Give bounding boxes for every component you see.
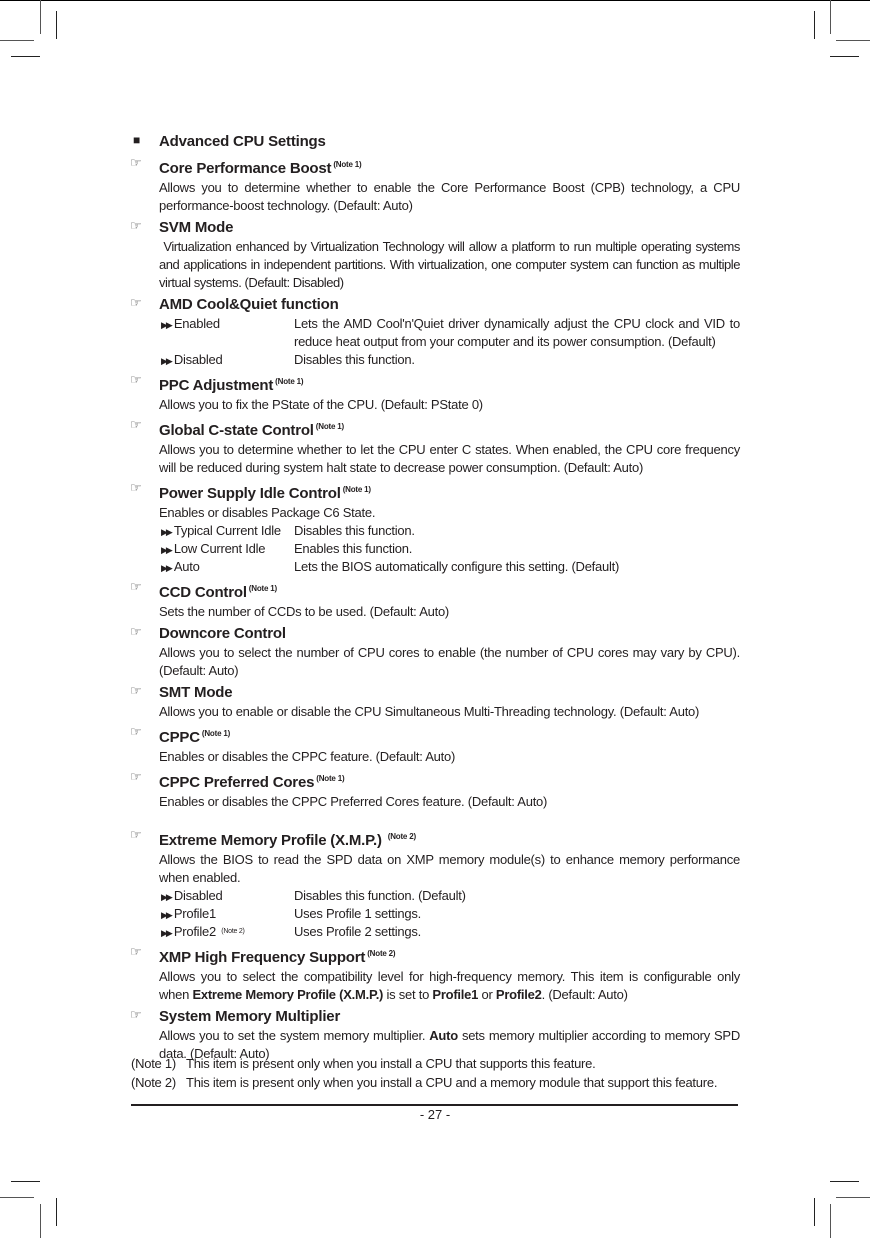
pointing-hand-icon: ☞ [130, 944, 142, 959]
setting-title: System Memory Multiplier [159, 1008, 341, 1025]
desc-text: . (Default: Auto) [541, 987, 628, 1002]
option-description: Enables this function. [294, 541, 413, 556]
setting-description: Enables or disables the CPPC feature. (Default: Auto) [159, 749, 456, 764]
setting-smt-mode [130, 683, 740, 721]
option-name: Auto [173, 559, 200, 574]
option-description: Uses Profile 1 settings. [294, 906, 421, 921]
option-description: Uses Profile 2 settings. [294, 924, 421, 939]
setting-title: CPPC Preferred Cores [159, 774, 315, 791]
setting-title: CCD Control [159, 584, 247, 601]
option-name: Low Current Idle [173, 541, 266, 556]
pointing-hand-icon: ☞ [130, 480, 142, 495]
footnote [131, 1073, 741, 1092]
option-row [159, 905, 740, 923]
desc-bold: Extreme Memory Profile (X.M.P.) [192, 987, 384, 1002]
note-ref: (Note 1) [315, 422, 344, 431]
option-row [159, 558, 740, 576]
setting-title: XMP High Frequency Support [159, 949, 366, 966]
setting-svm-mode [130, 218, 744, 292]
pointing-hand-icon: ☞ [130, 417, 142, 432]
desc-text: sets memory multiplier according to memory SPD data. (Default: Auto) [159, 1028, 740, 1061]
option-row [159, 540, 740, 558]
setting-title: Core Performance Boost [159, 160, 332, 177]
option-name: Enabled [173, 316, 220, 331]
note-ref: (Note 1) [248, 584, 277, 593]
option-description: Disables this function. [294, 523, 415, 538]
setting-amd-cool-quiet [130, 295, 740, 369]
setting-title: PPC Adjustment [159, 377, 274, 394]
note-ref: (Note 2) [221, 928, 245, 935]
setting-title: SMT Mode [159, 684, 233, 701]
pointing-hand-icon: ☞ [130, 579, 142, 594]
note-ref: (Note 2) [367, 949, 396, 958]
footnote [131, 1054, 741, 1073]
double-arrow-icon: ▶▶ [161, 320, 171, 330]
setting-description: Allows you to fix the PState of the CPU. (Default: PState 0) [159, 397, 483, 412]
desc-bold: Profile1 [432, 987, 479, 1002]
setting-description: Allows you to select the number of CPU cores to enable (the number of CPU cores may vary by CPU). (Default: Auto) [159, 645, 740, 678]
setting-title: AMD Cool&Quiet function [159, 296, 339, 313]
setting-xmp-high-frequency-support [130, 944, 740, 1004]
pointing-hand-icon: ☞ [130, 769, 142, 784]
setting-ccd-control [130, 579, 740, 621]
double-arrow-icon: ▶▶ [161, 356, 171, 366]
crop-mark [0, 40, 34, 41]
desc-text: or [478, 987, 496, 1002]
double-arrow-icon: ▶▶ [161, 928, 171, 938]
note-ref: (Note 1) [333, 160, 362, 169]
footnote-text: This item is present only when you install a CPU and a memory module that support this feature. [186, 1075, 718, 1090]
note-ref: (Note 1) [275, 377, 304, 386]
main-content [130, 132, 744, 1063]
note-ref: (Note 1) [316, 774, 345, 783]
double-arrow-icon: ▶▶ [161, 545, 171, 555]
setting-description: Enables or disables Package C6 State. [159, 505, 376, 520]
option-name: Disabled [173, 888, 223, 903]
crop-mark [814, 1198, 815, 1226]
page-number: - 27 - [419, 1107, 451, 1122]
setting-power-supply-idle-control [130, 480, 740, 576]
pointing-hand-icon: ☞ [130, 218, 142, 233]
crop-mark [11, 56, 40, 57]
pointing-hand-icon: ☞ [130, 827, 142, 842]
double-arrow-icon: ▶▶ [161, 892, 171, 902]
crop-mark [40, 0, 41, 34]
option-description: Disables this function. (Default) [294, 888, 466, 903]
setting-title: CPPC [159, 729, 200, 746]
pointing-hand-icon: ☞ [130, 295, 142, 310]
crop-mark [830, 1181, 859, 1182]
option-row [159, 923, 740, 941]
section-header [130, 132, 740, 152]
option-row [159, 887, 740, 905]
option-description: Disables this function. [294, 352, 415, 367]
pointing-hand-icon: ☞ [130, 683, 142, 698]
option-name: Profile1 [173, 906, 216, 921]
setting-title: Global C-state Control [159, 422, 314, 439]
setting-downcore-control [130, 624, 740, 680]
setting-description [159, 968, 740, 1004]
desc-text: Allows you to select the compatibility level for high-frequency memory. This item is configurable only when [159, 969, 740, 1002]
crop-mark [836, 1197, 870, 1198]
pointing-hand-icon: ☞ [130, 155, 142, 170]
setting-title: Power Supply Idle Control [159, 485, 341, 502]
option-description: Lets the BIOS automatically configure this setting. (Default) [294, 559, 620, 574]
double-arrow-icon: ▶▶ [161, 910, 171, 920]
crop-mark [0, 1197, 34, 1198]
option-row [159, 522, 740, 540]
crop-mark [836, 40, 870, 41]
setting-cppc-preferred-cores [130, 769, 740, 811]
note-ref: (Note 1) [201, 729, 231, 738]
footnote-text: This item is present only when you install a CPU that supports this feature. [186, 1056, 596, 1071]
note-ref: (Note 2) [387, 832, 416, 841]
crop-mark [11, 1181, 40, 1182]
pointing-hand-icon: ☞ [130, 372, 142, 387]
note-ref: (Note 1) [342, 485, 371, 494]
setting-description: Virtualization enhanced by Virtualization Technology will allow a platform to run multiple operating systems and applications in independent partitions. With virtualization, one computer system can function as multiple virtual systems. (Default: Disabled) [159, 239, 744, 290]
square-bullet-icon: ■ [133, 133, 141, 147]
option-row [159, 351, 740, 369]
footnotes [131, 1054, 741, 1092]
setting-description: Allows the BIOS to read the SPD data on XMP memory module(s) to enhance memory performance when enabled. [159, 852, 740, 885]
option-name: Profile2 [173, 924, 216, 939]
page-top-border [0, 0, 870, 1]
desc-text: is set to [383, 987, 433, 1002]
option-row [159, 315, 740, 351]
footer-rule [131, 1104, 738, 1106]
footnote-label: (Note 2) [131, 1075, 176, 1090]
setting-title: Downcore Control [159, 625, 286, 642]
double-arrow-icon: ▶▶ [161, 527, 171, 537]
section-title: Advanced CPU Settings [159, 133, 326, 150]
pointing-hand-icon: ☞ [130, 724, 142, 739]
setting-ppc-adjustment [130, 372, 740, 414]
setting-description: Enables or disables the CPPC Preferred Cores feature. (Default: Auto) [159, 794, 548, 809]
crop-mark [830, 56, 859, 57]
crop-mark [814, 11, 815, 39]
setting-description: Allows you to determine whether to let the CPU enter C states. When enabled, the CPU core frequency will be reduced during system halt state to decrease power consumption. (Default: Auto) [159, 442, 740, 475]
desc-bold: Profile2 [495, 987, 542, 1002]
crop-mark [56, 11, 57, 39]
footnote-label: (Note 1) [131, 1056, 176, 1071]
option-name: Typical Current Idle [173, 523, 281, 538]
setting-title: SVM Mode [159, 219, 234, 236]
setting-description: Allows you to determine whether to enable the Core Performance Boost (CPB) technology, a CPU performance-boost technology. (Default: Auto) [159, 180, 740, 213]
setting-description: Allows you to enable or disable the CPU Simultaneous Multi-Threading technology. (Default: Auto) [159, 704, 700, 719]
crop-mark [56, 1198, 57, 1226]
option-description: Lets the AMD Cool'n'Quiet driver dynamically adjust the CPU clock and VID to reduce heat output from your computer and its power consumption. (Default) [294, 316, 740, 349]
setting-core-performance-boost [130, 155, 740, 215]
setting-title: Extreme Memory Profile (X.M.P.) [159, 832, 382, 849]
pointing-hand-icon: ☞ [130, 624, 142, 639]
crop-mark [830, 0, 831, 34]
setting-cppc [130, 724, 740, 766]
desc-bold: Auto [429, 1028, 458, 1043]
pointing-hand-icon: ☞ [130, 1007, 142, 1022]
setting-description: Sets the number of CCDs to be used. (Default: Auto) [159, 604, 450, 619]
desc-text: Allows you to set the system memory multiplier. [159, 1028, 430, 1043]
setting-global-c-state-control [130, 417, 740, 477]
double-arrow-icon: ▶▶ [161, 563, 171, 573]
setting-extreme-memory-profile [130, 827, 740, 941]
option-name: Disabled [173, 352, 223, 367]
crop-mark [40, 1204, 41, 1238]
crop-mark [830, 1204, 831, 1238]
